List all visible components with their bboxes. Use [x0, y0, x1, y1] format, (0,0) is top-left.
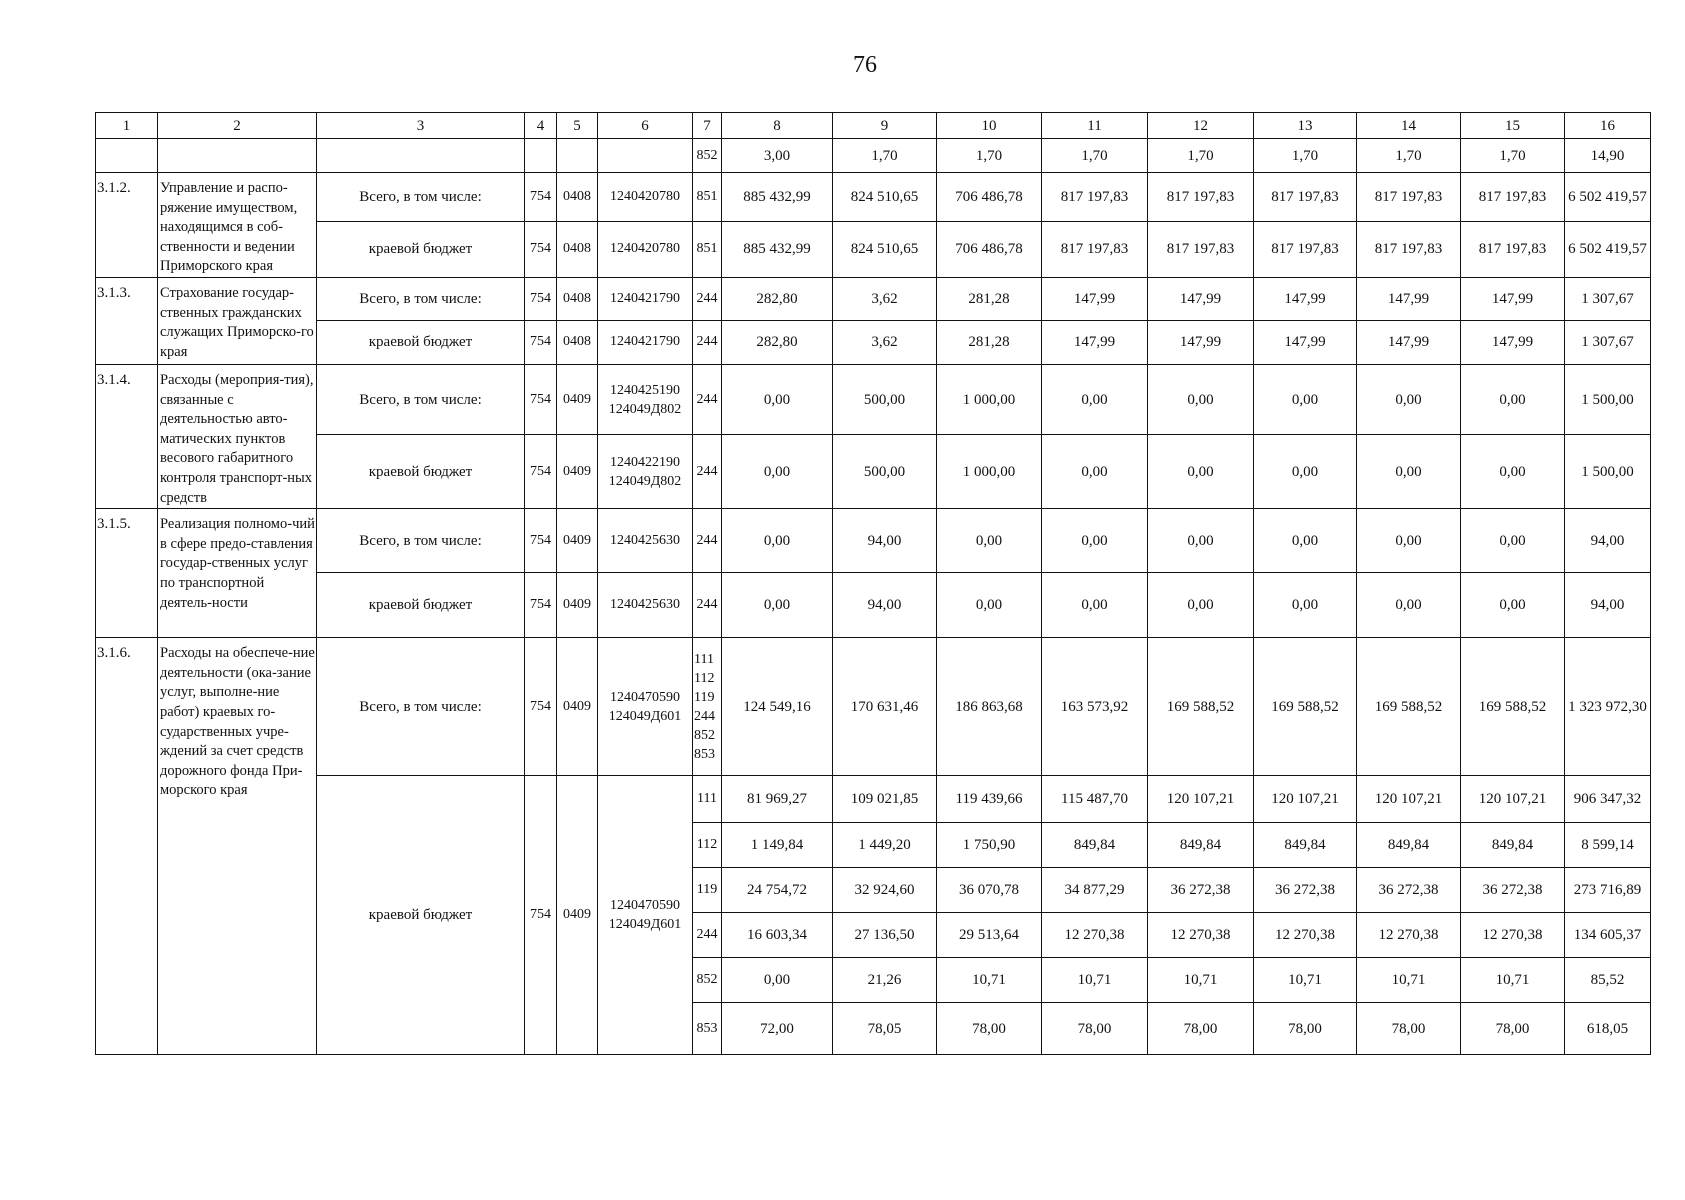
value-cell: 1 500,00 — [1565, 364, 1651, 435]
value-cell: 1,70 — [833, 139, 937, 173]
value-cell: 817 197,83 — [1357, 221, 1461, 277]
value-cell: 0,00 — [1254, 573, 1357, 638]
value-cell: 0,00 — [722, 364, 833, 435]
value-cell: 8 599,14 — [1565, 823, 1651, 868]
value-cell: 12 270,38 — [1148, 913, 1254, 958]
value-cell: 14,90 — [1565, 139, 1651, 173]
value-cell: 0,00 — [1357, 364, 1461, 435]
value-cell: 0,00 — [1461, 573, 1565, 638]
value-cell: 281,28 — [937, 277, 1042, 320]
funding-source: Всего, в том числе: — [317, 638, 525, 776]
column-number: 13 — [1254, 113, 1357, 139]
column-number: 9 — [833, 113, 937, 139]
value-cell: 282,80 — [722, 277, 833, 320]
kosgu-cell: 244 — [693, 573, 722, 638]
target-article-cell: 1240425630 — [598, 509, 693, 573]
table-row — [96, 509, 1651, 573]
item-code: 3.1.3. — [96, 277, 158, 364]
value-cell: 147,99 — [1254, 320, 1357, 364]
section-cell: 0409 — [557, 435, 598, 509]
value-cell: 0,00 — [1461, 509, 1565, 573]
target-article-cell: 1240421790 — [598, 320, 693, 364]
column-number: 6 — [598, 113, 693, 139]
grbs-cell: 754 — [525, 509, 557, 573]
value-cell: 1,70 — [1461, 139, 1565, 173]
value-cell: 78,00 — [1042, 1003, 1148, 1055]
funding-source: краевой бюджет — [317, 221, 525, 277]
kosgu-cell: 244 — [693, 320, 722, 364]
section-cell: 0409 — [557, 573, 598, 638]
value-cell: 10,71 — [1042, 958, 1148, 1003]
table-row — [96, 364, 1651, 435]
value-cell: 170 631,46 — [833, 638, 937, 776]
value-cell: 94,00 — [833, 573, 937, 638]
value-cell: 36 272,38 — [1254, 868, 1357, 913]
value-cell: 6 502 419,57 — [1565, 173, 1651, 222]
grbs-cell: 754 — [525, 776, 557, 1055]
target-article-cell: 1240420780 — [598, 173, 693, 222]
value-cell: 1 307,67 — [1565, 320, 1651, 364]
section-cell: 0409 — [557, 364, 598, 435]
value-cell: 824 510,65 — [833, 173, 937, 222]
value-cell: 1,70 — [1254, 139, 1357, 173]
value-cell: 120 107,21 — [1148, 776, 1254, 823]
table-row — [96, 221, 1651, 277]
value-cell: 500,00 — [833, 364, 937, 435]
value-cell: 500,00 — [833, 435, 937, 509]
value-cell: 706 486,78 — [937, 173, 1042, 222]
value-cell: 21,26 — [833, 958, 937, 1003]
value-cell: 817 197,83 — [1461, 173, 1565, 222]
funding-source: Всего, в том числе: — [317, 509, 525, 573]
value-cell: 273 716,89 — [1565, 868, 1651, 913]
value-cell: 0,00 — [1042, 364, 1148, 435]
section-cell: 0408 — [557, 221, 598, 277]
kosgu-cell: 852 — [693, 958, 722, 1003]
kosgu-cell: 244 — [693, 364, 722, 435]
value-cell: 1,70 — [937, 139, 1042, 173]
value-cell: 817 197,83 — [1148, 173, 1254, 222]
value-cell: 282,80 — [722, 320, 833, 364]
value-cell: 94,00 — [1565, 573, 1651, 638]
item-code: 3.1.4. — [96, 364, 158, 508]
value-cell: 0,00 — [1254, 364, 1357, 435]
value-cell: 0,00 — [1461, 364, 1565, 435]
kosgu-cell: 111 112 119 244 852 853 — [693, 638, 722, 776]
value-cell: 885 432,99 — [722, 173, 833, 222]
value-cell: 849,84 — [1042, 823, 1148, 868]
kosgu-cell: 853 — [693, 1003, 722, 1055]
grbs-cell: 754 — [525, 320, 557, 364]
item-name: Расходы (мероприя-тия), связанные с деятельностью авто-матических пунктов весового габаритного контроля транспорт-ных средств — [158, 364, 317, 508]
item-code: 3.1.2. — [96, 173, 158, 278]
grbs-cell: 754 — [525, 638, 557, 776]
value-cell: 1 500,00 — [1565, 435, 1651, 509]
table-row — [96, 173, 1651, 222]
value-cell: 849,84 — [1148, 823, 1254, 868]
value-cell: 1 449,20 — [833, 823, 937, 868]
value-cell: 817 197,83 — [1042, 221, 1148, 277]
value-cell: 0,00 — [722, 573, 833, 638]
budget-table — [95, 112, 1651, 1055]
item-name: Страхование государ-ственных гражданских служащих Приморско-го края — [158, 277, 317, 364]
kosgu-cell: 111 — [693, 776, 722, 823]
value-cell: 120 107,21 — [1461, 776, 1565, 823]
funding-source: Всего, в том числе: — [317, 173, 525, 222]
kosgu-cell: 244 — [693, 509, 722, 573]
section-cell: 0409 — [557, 509, 598, 573]
value-cell: 78,00 — [1254, 1003, 1357, 1055]
value-cell: 147,99 — [1357, 320, 1461, 364]
value-cell: 12 270,38 — [1042, 913, 1148, 958]
value-cell: 0,00 — [1254, 509, 1357, 573]
value-cell: 1,70 — [1148, 139, 1254, 173]
value-cell: 12 270,38 — [1461, 913, 1565, 958]
empty-cell — [557, 139, 598, 173]
column-number: 1 — [96, 113, 158, 139]
empty-cell — [317, 139, 525, 173]
value-cell: 147,99 — [1148, 320, 1254, 364]
value-cell: 1 323 972,30 — [1565, 638, 1651, 776]
item-code: 3.1.5. — [96, 509, 158, 638]
kosgu-cell: 244 — [693, 277, 722, 320]
value-cell: 706 486,78 — [937, 221, 1042, 277]
value-cell: 0,00 — [1042, 509, 1148, 573]
kosgu-cell: 244 — [693, 913, 722, 958]
value-cell: 78,00 — [937, 1003, 1042, 1055]
value-cell: 12 270,38 — [1357, 913, 1461, 958]
value-cell: 147,99 — [1461, 277, 1565, 320]
section-cell: 0409 — [557, 638, 598, 776]
value-cell: 163 573,92 — [1042, 638, 1148, 776]
column-number: 14 — [1357, 113, 1461, 139]
value-cell: 10,71 — [1461, 958, 1565, 1003]
section-cell: 0408 — [557, 320, 598, 364]
table-row — [96, 435, 1651, 509]
value-cell: 10,71 — [1254, 958, 1357, 1003]
value-cell: 147,99 — [1042, 277, 1148, 320]
value-cell: 281,28 — [937, 320, 1042, 364]
column-number: 8 — [722, 113, 833, 139]
value-cell: 36 272,38 — [1357, 868, 1461, 913]
funding-source: краевой бюджет — [317, 776, 525, 1055]
kosgu-cell: 851 — [693, 173, 722, 222]
table-row — [96, 320, 1651, 364]
value-cell: 120 107,21 — [1254, 776, 1357, 823]
value-cell: 147,99 — [1042, 320, 1148, 364]
value-cell: 147,99 — [1357, 277, 1461, 320]
value-cell: 0,00 — [1148, 573, 1254, 638]
value-cell: 3,62 — [833, 320, 937, 364]
empty-cell — [158, 139, 317, 173]
value-cell: 10,71 — [937, 958, 1042, 1003]
value-cell: 109 021,85 — [833, 776, 937, 823]
value-cell: 1 307,67 — [1565, 277, 1651, 320]
value-cell: 124 549,16 — [722, 638, 833, 776]
value-cell: 78,05 — [833, 1003, 937, 1055]
value-cell: 169 588,52 — [1148, 638, 1254, 776]
value-cell: 1,70 — [1042, 139, 1148, 173]
target-article-cell: 1240421790 — [598, 277, 693, 320]
value-cell: 81 969,27 — [722, 776, 833, 823]
table-row — [96, 573, 1651, 638]
value-cell: 94,00 — [833, 509, 937, 573]
value-cell: 147,99 — [1254, 277, 1357, 320]
value-cell: 16 603,34 — [722, 913, 833, 958]
value-cell: 1 000,00 — [937, 364, 1042, 435]
value-cell: 817 197,83 — [1357, 173, 1461, 222]
item-name: Управление и распо-ряжение имуществом, находящимся в соб-ственности и ведении Приморского края — [158, 173, 317, 278]
value-cell: 147,99 — [1461, 320, 1565, 364]
grbs-cell: 754 — [525, 277, 557, 320]
table-row — [96, 139, 1651, 173]
value-cell: 0,00 — [937, 573, 1042, 638]
value-cell: 817 197,83 — [1254, 221, 1357, 277]
value-cell: 6 502 419,57 — [1565, 221, 1651, 277]
value-cell: 0,00 — [722, 435, 833, 509]
value-cell: 85,52 — [1565, 958, 1651, 1003]
value-cell: 120 107,21 — [1357, 776, 1461, 823]
value-cell: 0,00 — [722, 509, 833, 573]
page-number: 76 — [853, 52, 877, 78]
column-number: 15 — [1461, 113, 1565, 139]
value-cell: 169 588,52 — [1461, 638, 1565, 776]
column-number: 3 — [317, 113, 525, 139]
grbs-cell: 754 — [525, 173, 557, 222]
grbs-cell: 754 — [525, 364, 557, 435]
grbs-cell: 754 — [525, 435, 557, 509]
item-name: Реализация полномо-чий в сфере предо-ставления государ-ственных услуг по транспортной деятель-ности — [158, 509, 317, 638]
value-cell: 0,00 — [1148, 435, 1254, 509]
item-code: 3.1.6. — [96, 638, 158, 1055]
value-cell: 0,00 — [937, 509, 1042, 573]
value-cell: 0,00 — [1254, 435, 1357, 509]
value-cell: 0,00 — [1357, 573, 1461, 638]
target-article-cell: 1240470590 124049Д601 — [598, 638, 693, 776]
value-cell: 849,84 — [1461, 823, 1565, 868]
target-article-cell: 1240420780 — [598, 221, 693, 277]
value-cell: 817 197,83 — [1148, 221, 1254, 277]
value-cell: 169 588,52 — [1357, 638, 1461, 776]
table-row — [96, 776, 1651, 823]
value-cell: 0,00 — [1042, 573, 1148, 638]
section-cell: 0408 — [557, 173, 598, 222]
column-number: 2 — [158, 113, 317, 139]
value-cell: 817 197,83 — [1461, 221, 1565, 277]
kosgu-cell: 852 — [693, 139, 722, 173]
value-cell: 119 439,66 — [937, 776, 1042, 823]
empty-cell — [598, 139, 693, 173]
value-cell: 27 136,50 — [833, 913, 937, 958]
value-cell: 817 197,83 — [1254, 173, 1357, 222]
funding-source: краевой бюджет — [317, 320, 525, 364]
table-row — [96, 277, 1651, 320]
value-cell: 1 750,90 — [937, 823, 1042, 868]
target-article-cell: 1240470590 124049Д601 — [598, 776, 693, 1055]
value-cell: 134 605,37 — [1565, 913, 1651, 958]
column-number: 10 — [937, 113, 1042, 139]
funding-source: краевой бюджет — [317, 573, 525, 638]
section-cell: 0409 — [557, 776, 598, 1055]
column-number: 5 — [557, 113, 598, 139]
value-cell: 24 754,72 — [722, 868, 833, 913]
kosgu-cell: 244 — [693, 435, 722, 509]
value-cell: 906 347,32 — [1565, 776, 1651, 823]
value-cell: 0,00 — [722, 958, 833, 1003]
funding-source: краевой бюджет — [317, 435, 525, 509]
value-cell: 3,62 — [833, 277, 937, 320]
empty-cell — [525, 139, 557, 173]
item-name: Расходы на обеспече-ние деятельности (ока-зание услуг, выполне-ние работ) краевых го-сударственных учре-ждений за счет средств дорожного фонда При-морского края — [158, 638, 317, 1055]
value-cell: 1 000,00 — [937, 435, 1042, 509]
value-cell: 0,00 — [1148, 509, 1254, 573]
column-number: 7 — [693, 113, 722, 139]
header-row — [96, 113, 1651, 139]
funding-source: Всего, в том числе: — [317, 277, 525, 320]
value-cell: 0,00 — [1357, 435, 1461, 509]
value-cell: 36 070,78 — [937, 868, 1042, 913]
value-cell: 36 272,38 — [1148, 868, 1254, 913]
value-cell: 885 432,99 — [722, 221, 833, 277]
value-cell: 849,84 — [1254, 823, 1357, 868]
value-cell: 10,71 — [1357, 958, 1461, 1003]
value-cell: 1,70 — [1357, 139, 1461, 173]
value-cell: 0,00 — [1042, 435, 1148, 509]
value-cell: 0,00 — [1357, 509, 1461, 573]
column-number: 4 — [525, 113, 557, 139]
target-article-cell: 1240425630 — [598, 573, 693, 638]
funding-source: Всего, в том числе: — [317, 364, 525, 435]
value-cell: 29 513,64 — [937, 913, 1042, 958]
value-cell: 618,05 — [1565, 1003, 1651, 1055]
value-cell: 849,84 — [1357, 823, 1461, 868]
value-cell: 12 270,38 — [1254, 913, 1357, 958]
value-cell: 78,00 — [1357, 1003, 1461, 1055]
column-number: 11 — [1042, 113, 1148, 139]
column-number: 16 — [1565, 113, 1651, 139]
kosgu-cell: 112 — [693, 823, 722, 868]
value-cell: 186 863,68 — [937, 638, 1042, 776]
value-cell: 78,00 — [1148, 1003, 1254, 1055]
target-article-cell: 1240425190 124049Д802 — [598, 364, 693, 435]
value-cell: 94,00 — [1565, 509, 1651, 573]
empty-cell — [96, 139, 158, 173]
kosgu-cell: 851 — [693, 221, 722, 277]
value-cell: 147,99 — [1148, 277, 1254, 320]
value-cell: 1 149,84 — [722, 823, 833, 868]
value-cell: 817 197,83 — [1042, 173, 1148, 222]
kosgu-cell: 119 — [693, 868, 722, 913]
table-row — [96, 638, 1651, 776]
target-article-cell: 1240422190 124049Д802 — [598, 435, 693, 509]
value-cell: 0,00 — [1148, 364, 1254, 435]
value-cell: 34 877,29 — [1042, 868, 1148, 913]
value-cell: 10,71 — [1148, 958, 1254, 1003]
value-cell: 0,00 — [1461, 435, 1565, 509]
grbs-cell: 754 — [525, 573, 557, 638]
value-cell: 115 487,70 — [1042, 776, 1148, 823]
value-cell: 32 924,60 — [833, 868, 937, 913]
value-cell: 824 510,65 — [833, 221, 937, 277]
value-cell: 3,00 — [722, 139, 833, 173]
grbs-cell: 754 — [525, 221, 557, 277]
section-cell: 0408 — [557, 277, 598, 320]
column-number: 12 — [1148, 113, 1254, 139]
value-cell: 169 588,52 — [1254, 638, 1357, 776]
value-cell: 72,00 — [722, 1003, 833, 1055]
value-cell: 36 272,38 — [1461, 868, 1565, 913]
value-cell: 78,00 — [1461, 1003, 1565, 1055]
